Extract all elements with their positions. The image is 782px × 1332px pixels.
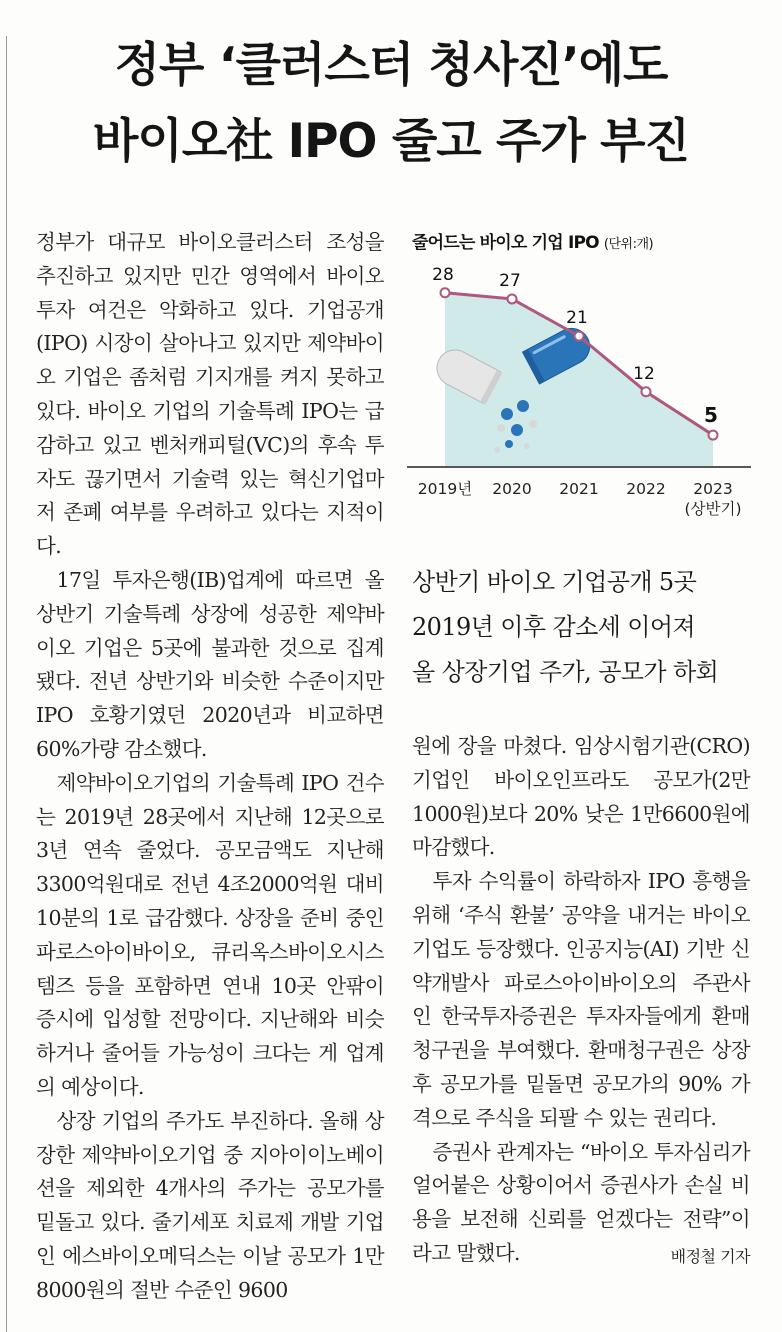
x-tick-label: 2021 bbox=[559, 480, 599, 498]
data-label: 27 bbox=[499, 270, 521, 291]
granule bbox=[494, 447, 500, 453]
article-paragraph: 17일 투자은행(IB)업계에 따르면 올 상반기 기술특례 상장에 성공한 제약바이오 기업은 5곳에 불과한 것으로 집계됐다. 전년 상반기와 비슷한 수준이지만 IPO 호황기였던 2020년과 비교하면 60%가량 감소했다. bbox=[36, 567, 384, 761]
granule bbox=[497, 424, 505, 432]
data-label: 28 bbox=[432, 264, 454, 285]
article-left-column bbox=[36, 226, 384, 1308]
article-paragraph: 상장 기업의 주가도 부진하다. 올해 상장한 제약바이오기업 중 지아이이노베이션을 제외한 4개사의 주가는 공모가를 밑돌고 있다. 줄기세포 치료제 개발 기업인 에스바이오메딕스는 이날 공모가 1만8000원의 절반 수준인 9600 bbox=[36, 1108, 384, 1302]
article-paragraph bbox=[412, 1136, 750, 1271]
article-paragraph: 원에 장을 마쳤다. 임상시험기관(CRO) 기업인 바이오인프라도 공모가(2만1000원)보다 20% 낮은 1만6600원에 마감했다. bbox=[412, 734, 750, 860]
x-tick-label: 2019년 bbox=[417, 480, 473, 498]
article-paragraph-text: 증권사 관계자는 “바이오 투자심리가 얼어붙은 상황이어서 증권사가 손실 비용을 보전해 신뢰를 얻겠다는 전략”이라고 말했다. bbox=[412, 1139, 750, 1265]
x-tick-label: 2020 bbox=[492, 480, 532, 498]
subhead-line: 상반기 바이오 기업공개 5곳 bbox=[412, 568, 697, 596]
granule bbox=[511, 424, 523, 436]
granule bbox=[524, 443, 530, 449]
granule bbox=[505, 440, 513, 448]
headline-line-1: 정부 ‘클러스터 청사진’에도 bbox=[114, 38, 668, 93]
x-tick-label: 2022 bbox=[626, 480, 666, 498]
granule bbox=[501, 408, 513, 420]
chart-unit: (단위:개) bbox=[603, 237, 654, 252]
data-point bbox=[508, 294, 517, 303]
headline-line-2: 바이오社 IPO 줄고 주가 부진 bbox=[93, 114, 689, 169]
subhead bbox=[412, 560, 762, 695]
x-tick-sublabel: (상반기) bbox=[684, 500, 742, 518]
chart-title-block bbox=[412, 228, 653, 253]
x-tick-label: 2023 bbox=[693, 480, 733, 498]
article-paragraph: 제약바이오기업의 기술특례 IPO 건수는 2019년 28곳에서 지난해 12곳으로 3년 연속 줄었다. 공모금액도 지난해 3300억원대로 전년 4조2000억원 대비 10분의 1로 급감했다. 상장을 준비 중인 파로스아이바이오, 큐리옥스바이오시스템즈 등을 포함하면 연내 10곳 안팎이 증시에 입성할 전망이다. 지난해와 비슷하거나 줄어들 가능성이 크다는 게 업계의 예상이다. bbox=[36, 770, 384, 1099]
subhead-line: 올 상장기업 주가, 공모가 하회 bbox=[412, 658, 719, 686]
data-point bbox=[441, 288, 450, 297]
article-paragraph: 투자 수익률이 하락하자 IPO 흥행을 위해 ‘주식 환불’ 공약을 내거는 바이오 기업도 등장했다. 인공지능(AI) 기반 신약개발사 파로스아이바이오의 주관사인 한국투자증권은 투자자들에게 환매청구권을 부여했다. 환매청구권은 상장 후 공모가를 밑돌면 공모가의 90% 가격으로 주식을 되팔 수 있는 권리다. bbox=[412, 869, 750, 1130]
data-label: 12 bbox=[633, 363, 655, 384]
left-column-rule bbox=[6, 36, 7, 1332]
data-point bbox=[709, 431, 718, 440]
data-label: 21 bbox=[566, 308, 588, 329]
chart-title: 줄어드는 바이오 기업 IPO bbox=[412, 233, 599, 253]
article-right-column bbox=[412, 730, 750, 1274]
data-label: 5 bbox=[704, 403, 718, 428]
granule bbox=[529, 420, 537, 428]
headline bbox=[0, 28, 782, 180]
data-point bbox=[642, 387, 651, 396]
subhead-line: 2019년 이후 감소세 이어져 bbox=[412, 613, 696, 641]
byline: 배정철 기자 bbox=[670, 1246, 750, 1266]
granule bbox=[517, 400, 529, 412]
ipo-chart bbox=[405, 256, 755, 536]
data-point bbox=[575, 332, 584, 341]
article-paragraph: 정부가 대규모 바이오클러스터 조성을 추진하고 있지만 민간 영역에서 바이오 투자 여건은 악화하고 있다. 기업공개(IPO) 시장이 살아나고 있지만 제약바이오 기업은 좀처럼 기지개를 켜지 못하고 있다. 바이오 기업의 기술특례 IPO는 급감하고 있고 벤처캐피털(VC)의 후속 투자도 끊기면서 기술력 있는 혁신기업마저 존폐 여부를 우려하고 있다는 지적이다. bbox=[36, 230, 384, 559]
